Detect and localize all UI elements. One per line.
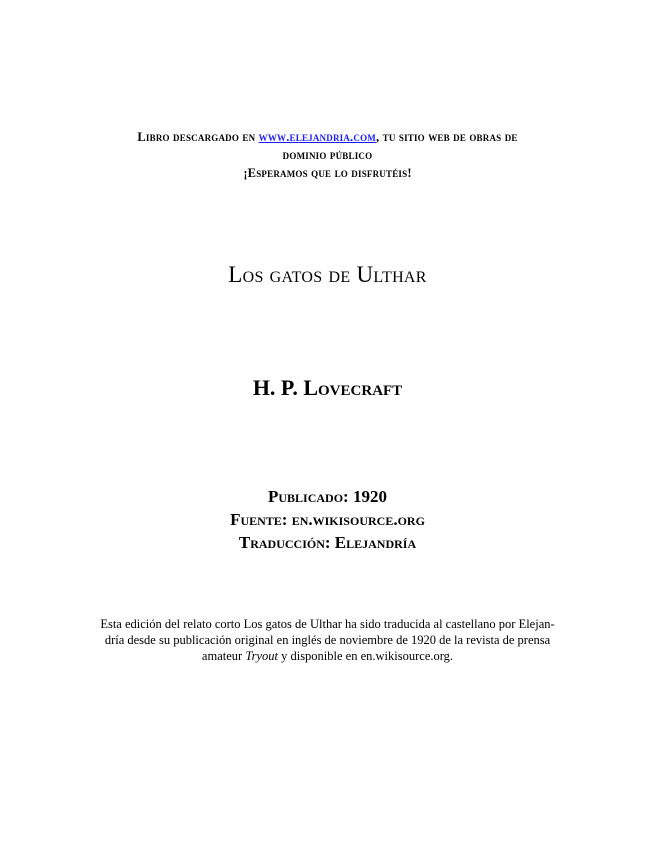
source-line: Fuente: en.wikisource.org	[230, 510, 425, 529]
elejandria-link[interactable]: www.elejandria.com	[258, 130, 376, 144]
book-author: H. P. Lovecraft	[252, 375, 403, 400]
edition-note-line-3	[80, 648, 575, 664]
book-title: Los gatos de Ulthar	[228, 262, 427, 287]
download-notice-line-3: ¡Esperamos que lo disfrutéis!	[243, 166, 412, 180]
book-metadata	[0, 485, 655, 554]
download-notice-prefix: Libro descargado en	[137, 130, 259, 144]
edition-note-prefix: amateur	[201, 649, 246, 663]
translation-line: Traducción: Elejandría	[238, 533, 417, 552]
download-notice-suffix: , tu sitio web de obras de	[375, 130, 518, 144]
edition-note-suffix: y disponible en en.wikisource.org.	[277, 649, 454, 663]
download-notice-line-1	[80, 128, 575, 146]
edition-note-line-1: Esta edición del relato corto Los gatos de Ulthar ha sido traducida al castellano por Elejan-	[100, 617, 555, 631]
magazine-title: Tryout	[245, 649, 278, 663]
download-notice-line-2: dominio público	[282, 148, 373, 162]
edition-note	[80, 616, 575, 664]
edition-note-line-2: dría desde su publicación original en inglés de noviembre de 1920 de la revista de prensa	[104, 633, 551, 647]
published-line: Publicado: 1920	[268, 487, 387, 506]
download-notice	[80, 128, 575, 182]
